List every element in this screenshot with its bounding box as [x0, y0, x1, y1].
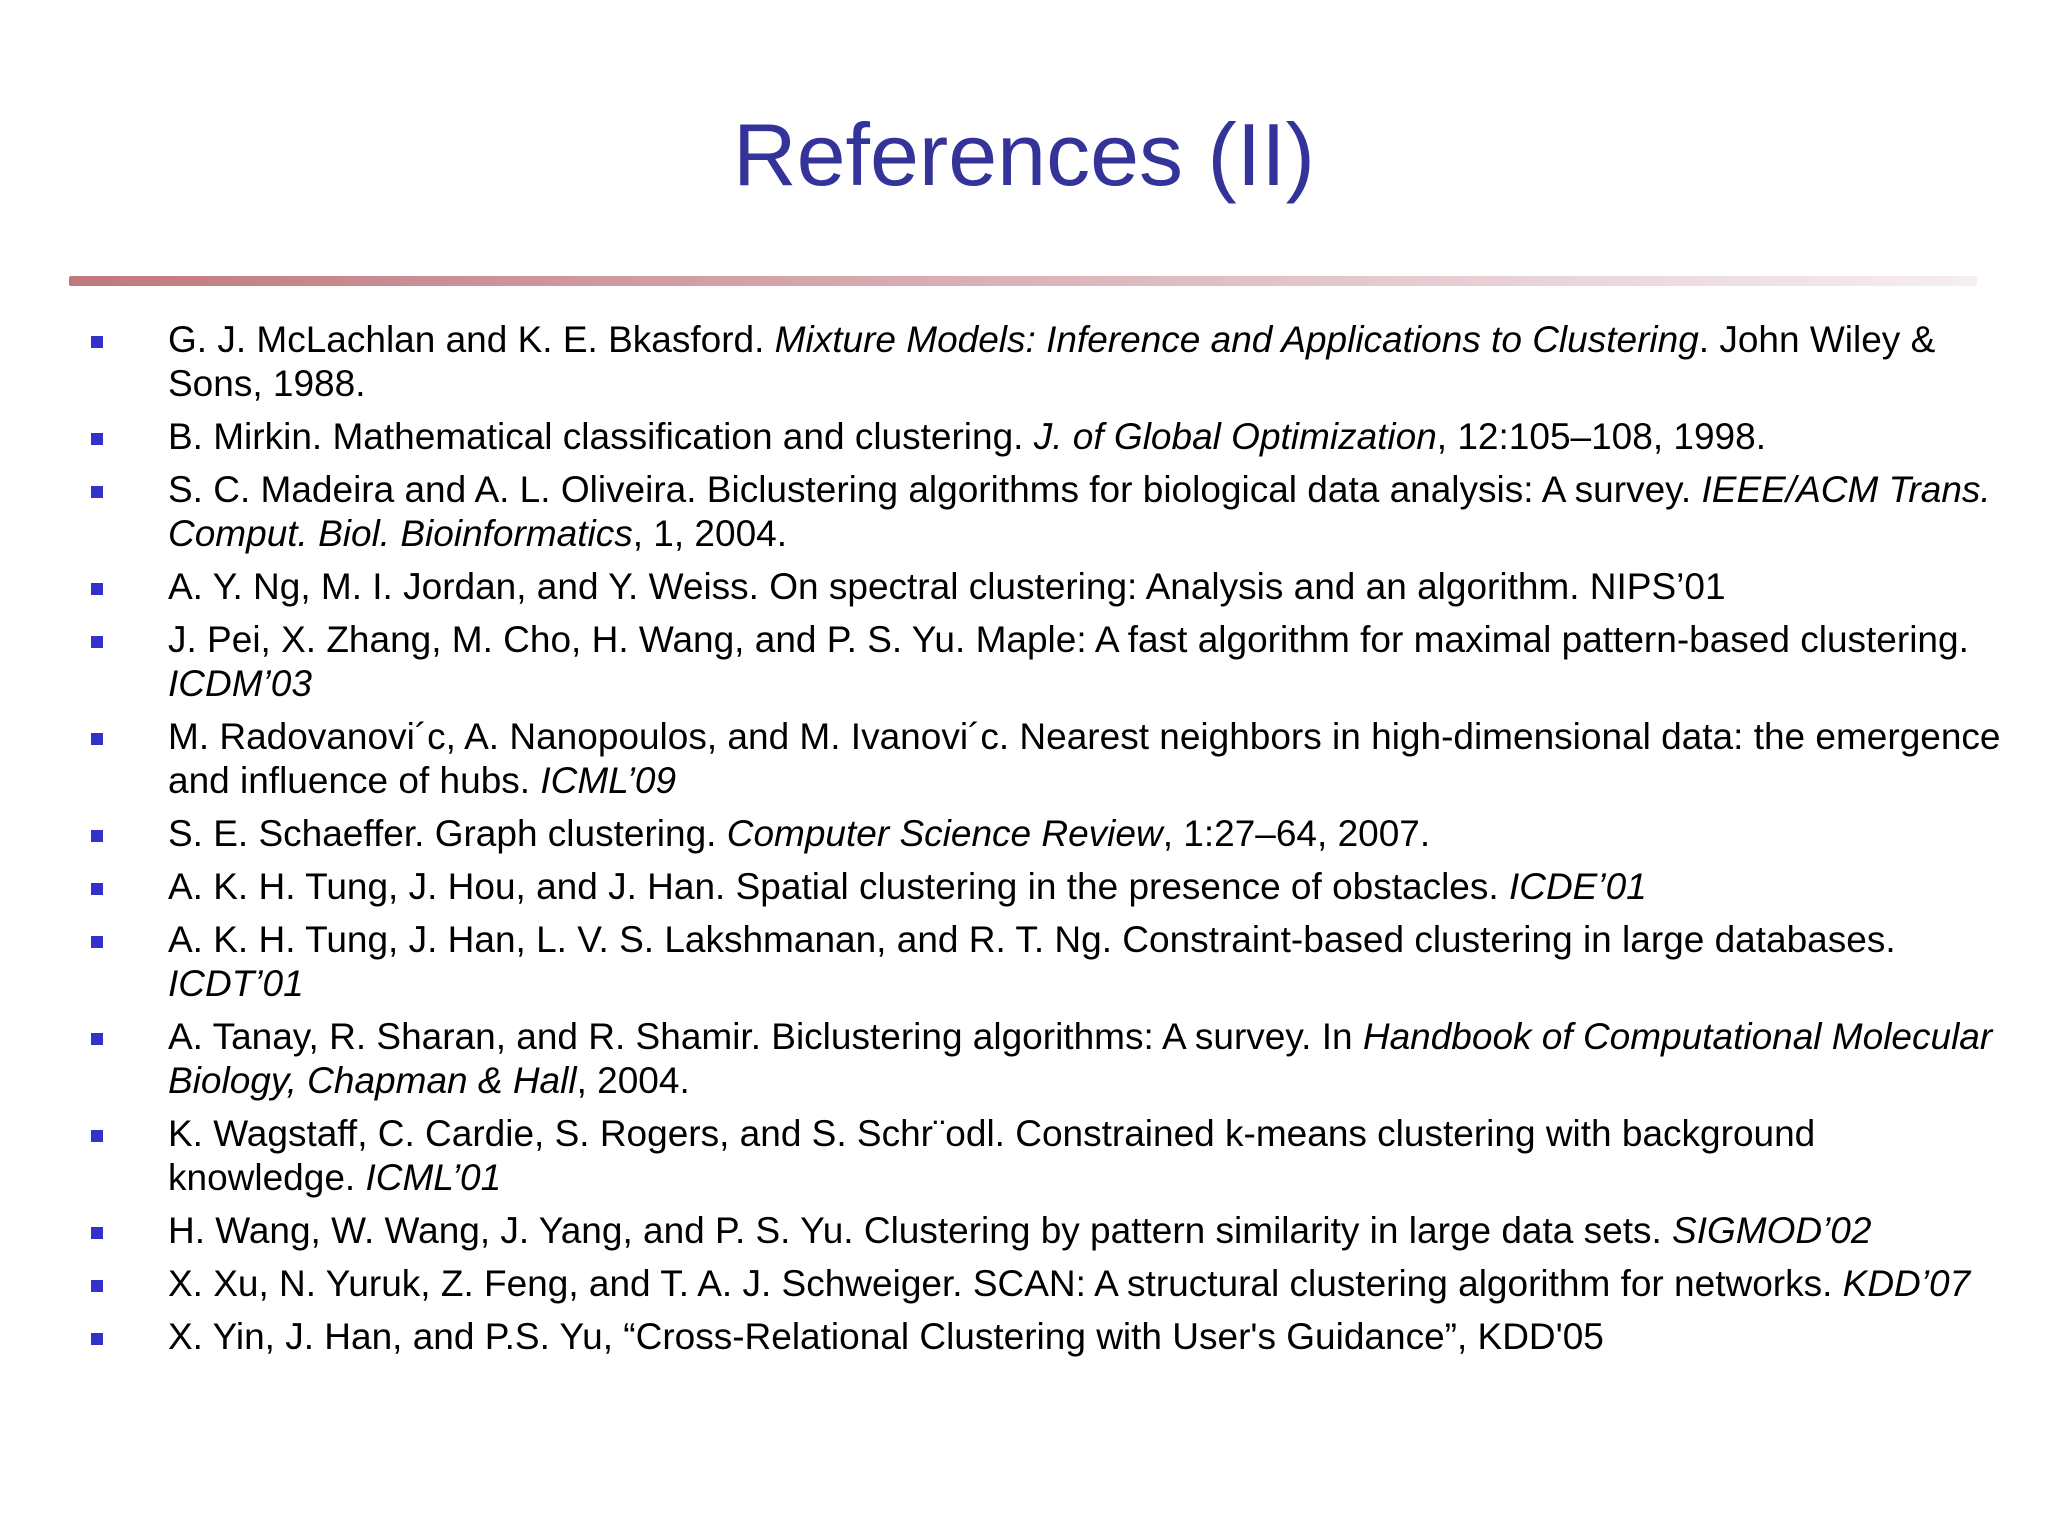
reference-item [0, 1315, 2048, 1359]
square-bullet-icon [91, 433, 103, 445]
square-bullet-icon [91, 1280, 103, 1292]
reference-list [0, 318, 2048, 1368]
square-bullet-icon [91, 1227, 103, 1239]
reference-text [168, 1113, 1815, 1198]
reference-item [0, 468, 2048, 556]
reference-text [168, 1210, 1871, 1251]
reference-text [168, 469, 1991, 554]
reference-segment: , 1, 2004. [632, 513, 788, 554]
reference-text [168, 416, 1766, 457]
reference-segment: J. Pei, X. Zhang, M. Cho, H. Wang, and P. S. Yu. Maple: A fast algorithm for maximal pattern-based clustering. [168, 619, 1969, 660]
reference-venue: KDD’07 [1842, 1263, 1971, 1304]
reference-item [0, 565, 2048, 609]
reference-item [0, 415, 2048, 459]
reference-text [168, 813, 1430, 854]
reference-item [0, 318, 2048, 406]
title-divider [69, 276, 1977, 286]
reference-item [0, 1262, 2048, 1306]
reference-text [168, 1316, 1604, 1357]
reference-venue: Computer Science Review [726, 813, 1163, 854]
reference-venue: SIGMOD’02 [1672, 1210, 1872, 1251]
reference-segment: A. K. H. Tung, J. Han, L. V. S. Lakshmanan, and R. T. Ng. Constraint-based clustering in large databases. [168, 919, 1896, 960]
reference-segment: S. C. Madeira and A. L. Oliveira. Biclustering algorithms for biological data analysis: A survey. [168, 469, 1702, 510]
reference-segment: A. Tanay, R. Sharan, and R. Shamir. Biclustering algorithms: A survey. In [168, 1016, 1363, 1057]
reference-segment: , 12:105–108, 1998. [1436, 416, 1766, 457]
reference-segment: K. Wagstaff, C. Cardie, S. Rogers, and S. Schr¨odl. Constrained k-means clustering with background knowledge. [168, 1113, 1816, 1198]
reference-item [0, 618, 2048, 706]
reference-item [0, 1112, 2048, 1200]
reference-segment: S. E. Schaeffer. Graph clustering. [168, 813, 727, 854]
square-bullet-icon [91, 336, 103, 348]
reference-item [0, 1209, 2048, 1253]
square-bullet-icon [91, 1033, 103, 1045]
square-bullet-icon [91, 1130, 103, 1142]
reference-item [0, 918, 2048, 1006]
reference-venue: J. of Global Optimization [1033, 416, 1437, 457]
reference-text [168, 1016, 1992, 1101]
square-bullet-icon [91, 636, 103, 648]
reference-segment: G. J. McLachlan and K. E. Bkasford. [168, 319, 775, 360]
slide-title: References (II) [733, 105, 1315, 204]
reference-segment: M. Radovanovi´c, A. Nanopoulos, and M. Ivanovi´c. Nearest neighbors in high-dimensional data: the emergence and influence of hubs. [168, 716, 2001, 801]
square-bullet-icon [91, 830, 103, 842]
reference-item [0, 715, 2048, 803]
reference-segment: , 2004. [576, 1060, 690, 1101]
reference-segment: A. Y. Ng, M. I. Jordan, and Y. Weiss. On spectral clustering: Analysis and an algorithm. NIPS’01 [168, 566, 1726, 607]
reference-item [0, 812, 2048, 856]
reference-text [168, 716, 2001, 801]
reference-segment: B. Mirkin. Mathematical classification and clustering. [168, 416, 1034, 457]
reference-venue: ICML’09 [540, 760, 677, 801]
reference-item [0, 865, 2048, 909]
reference-segment: A. K. H. Tung, J. Hou, and J. Han. Spatial clustering in the presence of obstacles. [168, 866, 1509, 907]
square-bullet-icon [91, 1333, 103, 1345]
reference-venue: ICDM’03 [168, 663, 312, 704]
square-bullet-icon [91, 883, 103, 895]
reference-venue: ICML’01 [365, 1157, 502, 1198]
reference-text [168, 319, 1935, 404]
reference-venue: ICDT’01 [168, 963, 304, 1004]
reference-item [0, 1015, 2048, 1103]
reference-venue: Mixture Models: Inference and Applications to Clustering [774, 319, 1699, 360]
square-bullet-icon [91, 486, 103, 498]
reference-venue: IEEE/ACM Trans. Comput. Biol. Bioinformatics [168, 469, 1991, 554]
reference-segment: X. Yin, J. Han, and P.S. Yu, “Cross-Relational Clustering with User's Guidance”, KDD'05 [168, 1316, 1604, 1357]
reference-text [168, 866, 1647, 907]
reference-text [168, 919, 1896, 1004]
square-bullet-icon [91, 733, 103, 745]
reference-text [168, 566, 1726, 607]
reference-segment: X. Xu, N. Yuruk, Z. Feng, and T. A. J. Schweiger. SCAN: A structural clustering algorithm for networks. [168, 1263, 1843, 1304]
square-bullet-icon [91, 583, 103, 595]
reference-text [168, 1263, 1970, 1304]
reference-segment: , 1:27–64, 2007. [1162, 813, 1431, 854]
reference-segment: H. Wang, W. Wang, J. Yang, and P. S. Yu. Clustering by pattern similarity in large data sets. [168, 1210, 1673, 1251]
reference-segment: . John Wiley & Sons, 1988. [168, 319, 1936, 404]
square-bullet-icon [91, 936, 103, 948]
reference-venue: ICDE’01 [1508, 866, 1647, 907]
reference-text [168, 619, 1969, 704]
reference-venue: Handbook of Computational Molecular Biology, Chapman & Hall [168, 1016, 1993, 1101]
